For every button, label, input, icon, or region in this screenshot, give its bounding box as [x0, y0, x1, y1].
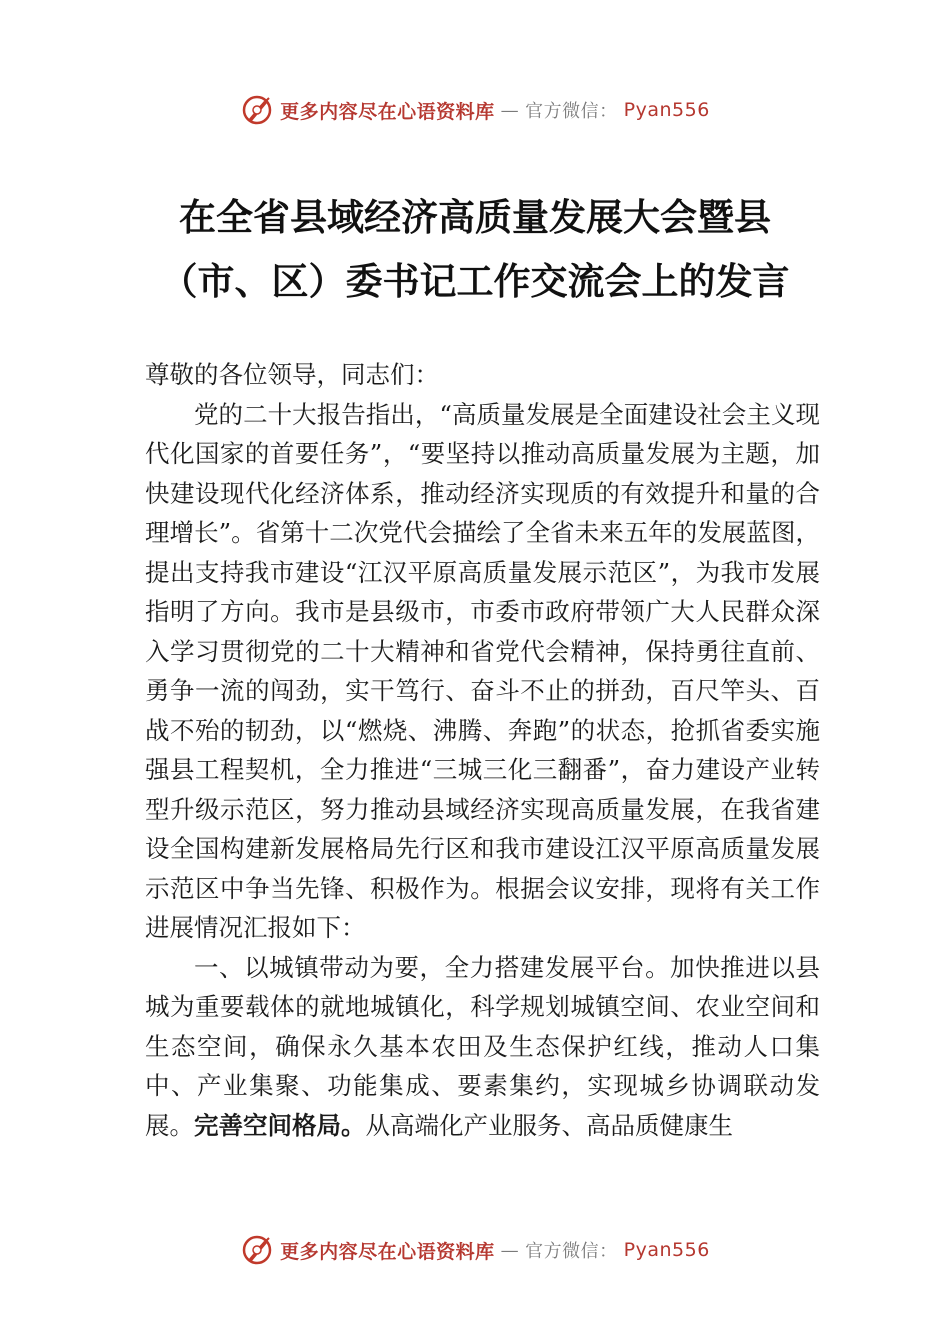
- watermark-header: [0, 93, 950, 127]
- title-line-2: （市、区）委书记工作交流会上的发言: [160, 259, 790, 303]
- section-1-text: 一、以城镇带动为要，全力搭建发展平台。加快推进以县城为重要载体的就地城镇化，科学规划城镇空间、农业空间和生态空间，确保永久基本农田及生态保护红线，推动人口集中、产业集聚、功能集成、要素集约，实现城乡协调联动发展。: [145, 952, 820, 1140]
- document-body: [145, 355, 820, 1145]
- watermark-dash: —: [500, 99, 520, 121]
- watermark-main-text: 更多内容尽在心语资料库: [280, 100, 495, 123]
- watermark-footer: [0, 1233, 950, 1267]
- section-1-tail: 从高端化产业服务、高品质健康生: [365, 1110, 733, 1140]
- document-title: [140, 185, 810, 313]
- watermark-dash: —: [500, 1239, 520, 1261]
- paragraph-intro: 党的二十大报告指出，“高质量发展是全面建设社会主义现代化国家的首要任务”，“要坚持以推动高质量发展为主题，加快建设现代化经济体系，推动经济实现质的有效提升和量的合理增长”。省第十二次党代会描绘了全省未来五年的发展蓝图，提出支持我市建设“江汉平原高质量发展示范区”，为我市发展指明了方向。我市是县级市，市委市政府带领广大人民群众深入学习贯彻党的二十大精神和省党代会精神，保持勇往直前、勇争一流的闯劲，实干笃行、奋斗不止的拼劲，百尺竿头、百战不殆的韧劲，以“燃烧、沸腾、奔跑”的状态，抢抓省委实施强县工程契机，全力推进“三城三化三翻番”，奋力建设产业转型升级示范区，努力推动县域经济实现高质量发展，在我省建设全国构建新发展格局先行区和我市建设江汉平原高质量发展示范区中争当先锋、积极作为。根据会议安排，现将有关工作进展情况汇报如下：: [145, 399, 820, 942]
- watermark-label: 官方微信：: [525, 101, 618, 122]
- salutation: 尊敬的各位领导，同志们：: [145, 360, 439, 389]
- watermark-wechat-id: Pyan556: [623, 1239, 710, 1261]
- section-1-bold-heading: 完善空间格局。: [194, 1110, 366, 1140]
- watermark-wechat-id: Pyan556: [623, 99, 710, 121]
- quill-logo-icon: [240, 1233, 274, 1267]
- watermark-label: 官方微信：: [525, 1241, 618, 1262]
- title-line-1: 在全省县域经济高质量发展大会暨县: [179, 195, 771, 239]
- watermark-main-text: 更多内容尽在心语资料库: [280, 1240, 495, 1263]
- paragraph-section-1: [145, 948, 820, 1146]
- quill-logo-icon: [240, 93, 274, 127]
